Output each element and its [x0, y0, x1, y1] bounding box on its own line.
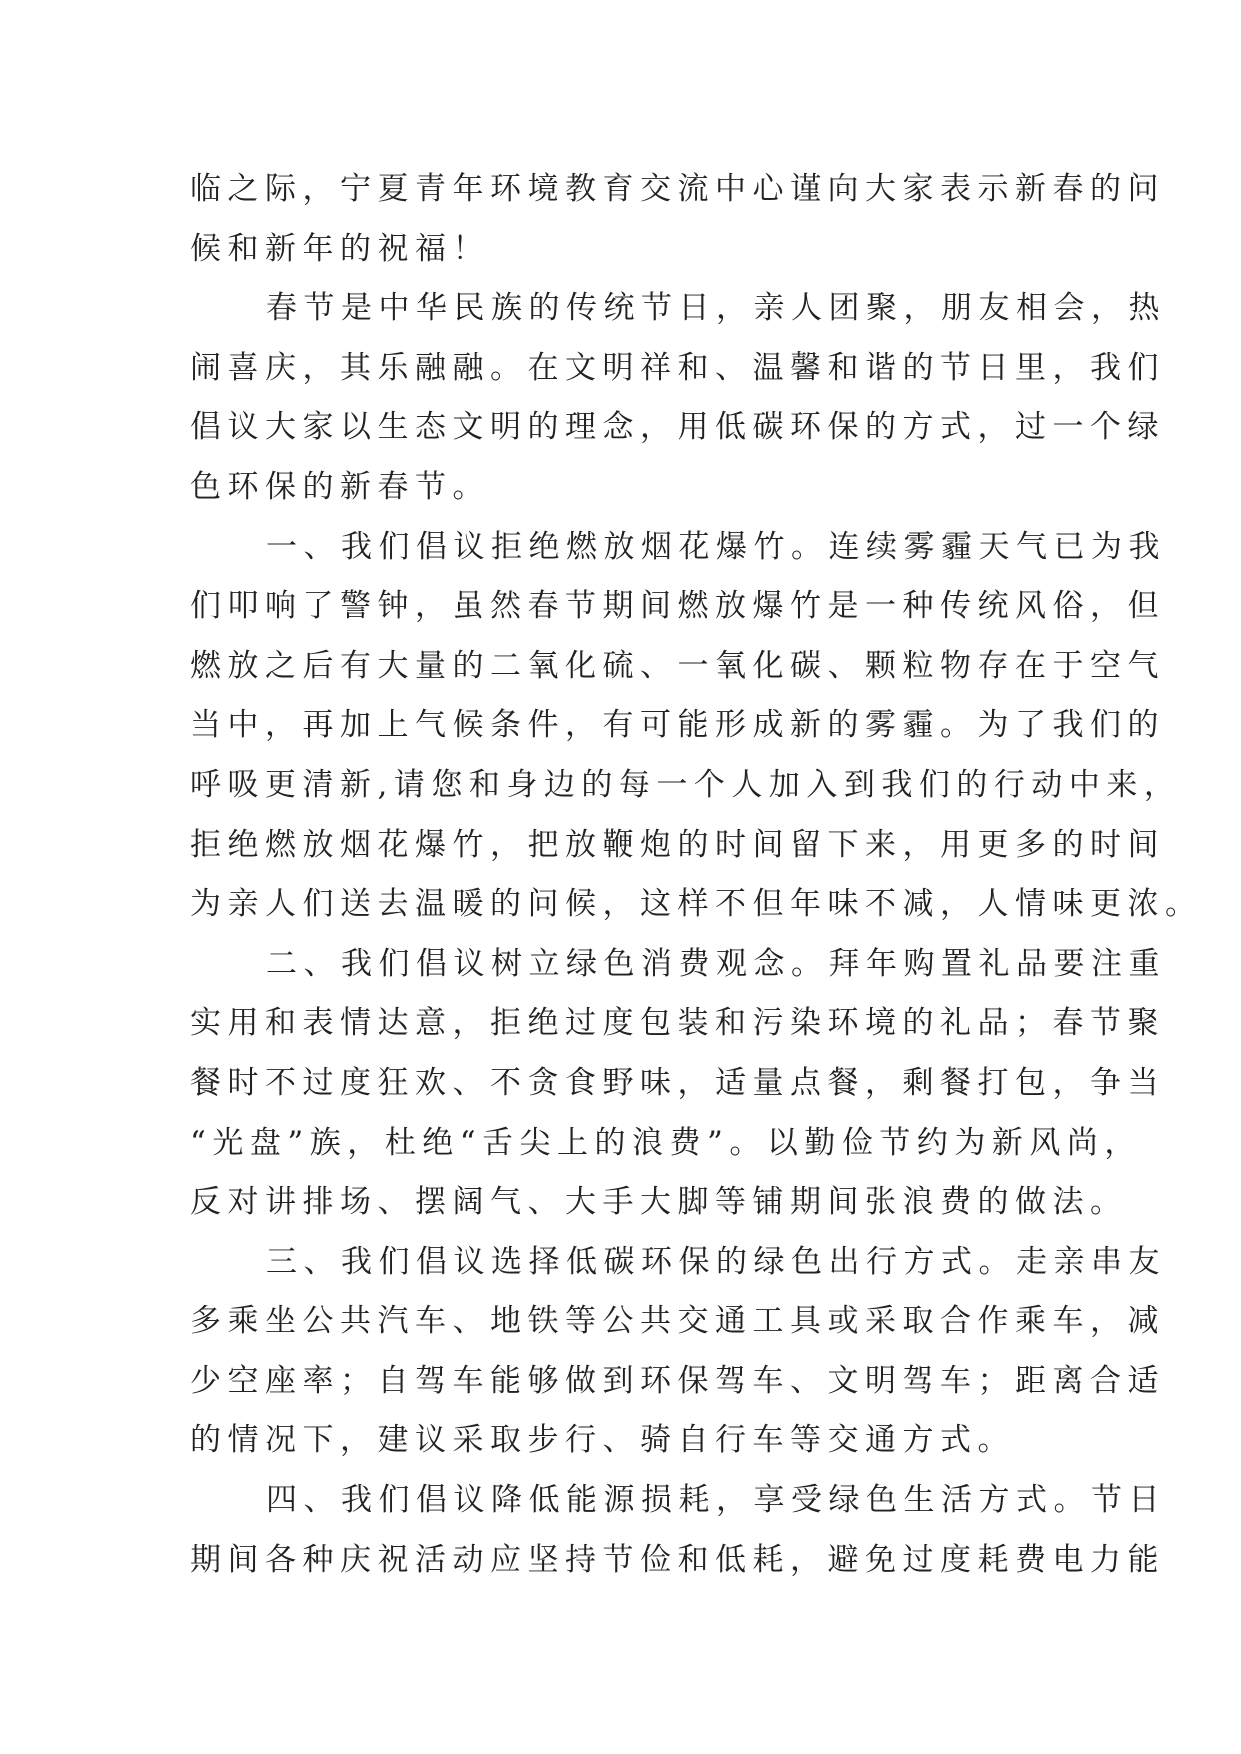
paragraph-first-line: 一、我们倡议拒绝燃放烟花爆竹。连续雾霾天气已为我	[266, 528, 1166, 565]
text-line: 们叩响了警钟，虽然春节期间燃放爆竹是一种传统风俗，但	[190, 588, 1165, 625]
text-line: 的情况下，建议采取步行、骑自行车等交通方式。	[190, 1422, 1015, 1459]
text-line: 为亲人们送去温暖的问候，这样不但年味不减，人情味更浓。	[190, 886, 1203, 923]
text-line: 多乘坐公共汽车、地铁等公共交通工具或采取合作乘车，减	[190, 1303, 1165, 1340]
text-line: 实用和表情达意，拒绝过度包装和污染环境的礼品；春节聚	[190, 1005, 1165, 1042]
text-line: “光盘”族，杜绝“舌尖上的浪费”。以勤俭节约为新风尚，	[190, 1124, 1142, 1161]
text-line: 闹喜庆，其乐融融。在文明祥和、温馨和谐的节日里，我们	[190, 349, 1165, 386]
text-line: 临之际，宁夏青年环境教育交流中心谨向大家表示新春的问	[190, 171, 1165, 207]
text-line: 候和新年的祝福！	[190, 230, 490, 267]
text-line: 当中，再加上气候条件，有可能形成新的雾霾。为了我们的	[190, 707, 1165, 744]
text-line: 反对讲排场、摆阔气、大手大脚等铺期间张浪费的做法。	[190, 1184, 1128, 1221]
text-line: 呼吸更清新,请您和身边的每一个人加入到我们的行动中来，	[190, 766, 1182, 803]
paragraph-first-line: 春节是中华民族的传统节日，亲人团聚，朋友相会，热	[266, 290, 1166, 327]
text-line: 拒绝燃放烟花爆竹，把放鞭炮的时间留下来，用更多的时间	[190, 826, 1165, 863]
text-line: 期间各种庆祝活动应坚持节俭和低耗，避免过度耗费电力能	[190, 1541, 1165, 1578]
text-line: 倡议大家以生态文明的理念，用低碳环保的方式，过一个绿	[190, 409, 1165, 446]
paragraph-first-line: 二、我们倡议树立绿色消费观念。拜年购置礼品要注重	[266, 945, 1166, 982]
paragraph-first-line: 三、我们倡议选择低碳环保的绿色出行方式。走亲串友	[266, 1243, 1166, 1280]
text-line: 燃放之后有大量的二氧化硫、一氧化碳、颗粒物存在于空气	[190, 647, 1165, 684]
paragraph-first-line: 四、我们倡议降低能源损耗，享受绿色生活方式。节日	[266, 1482, 1166, 1519]
text-line: 餐时不过度狂欢、不贪食野味，适量点餐，剩餐打包，争当	[190, 1064, 1165, 1101]
text-line: 色环保的新春节。	[190, 468, 490, 505]
document-body	[190, 160, 1203, 1590]
text-line: 少空座率；自驾车能够做到环保驾车、文明驾车；距离合适	[190, 1362, 1165, 1399]
